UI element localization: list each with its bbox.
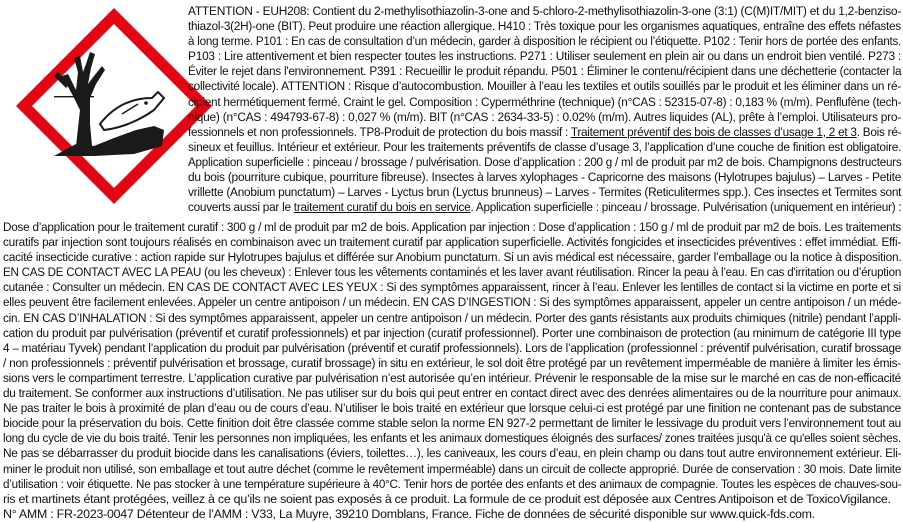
label-line: biocide pour la préservation du bois. Cette finition doit être classée comme stable selon la norme EN 927-2 permettant de limiter le lessivage du produit vers l’environnement tout au: [3, 416, 902, 431]
label-line-amm: N° AMM : FR-2023-0047 Détenteur de l’AMM : V33, La Muyre, 39210 Domblans, France. Fiche de données de sécurité disponible sur www.quick-fds.com.: [3, 506, 815, 521]
label-line: Éviter le rejet dans l'environnement. P391 : Recueillir le produit répandu. P501 : Éliminer le contenu/récipient dans une déchetterie (contacter la: [188, 64, 902, 79]
label-line: sineux et feuillus. Intérieur et extérieur. Pour les traitements préventifs de classe d’usage 3, l’application d’une couche de finition est obligatoire.: [188, 139, 902, 154]
label-line: [188, 125, 901, 140]
label-line: d’utilisation : voir étiquette. Ne pas stocker à une température supérieure à 40°C. Tenir hors de portée des enfants et des animaux de compagnie. Toutes les espèces de chauves-sou-: [3, 476, 902, 491]
label-text-top: [188, 4, 901, 215]
label-line: cipient hermétiquement fermé. Craint le gel. Composition : Cyperméthrine (technique) (n°CAS : 52315-07-8) : 0,183 % (m/m). Penflufène (tech-: [188, 94, 902, 109]
label-line: cation du produit par pulvérisation (préventif et curatif professionnels) et par injection (curatif professionnel). Porter une combinaison de protection (au minimum de catégorie III type: [3, 325, 901, 340]
label-line: Ne pas se débarrasser du produit biocide dans les canalisations (éviers, toilettes…), les caniveaux, les cours d’eau, en plein champ ou dans tout autre environnement extérieur. Eli-: [3, 446, 902, 461]
label-line: du bois (pourriture cubique, pourriture fibreuse). Insectes à larves xylophages - Capricorne des maisons (Hylotrupes bajulus) – Larves - Petite: [188, 170, 902, 185]
label-line: / non professionnels : préventif pulvérisation et brossage, curatif brossage) in situ en extérieur, le sol doit être protégé par un revêtement imperméable de manière à limiter les émis-: [3, 355, 901, 370]
label-line: long du cycle de vie du bois traité. Tenir les personnes non impliquées, les enfants et les animaux domestiques éloignés des surfaces/ zones traitées jusqu'à ce qu'elles soient sèches.: [3, 431, 901, 446]
label-line: EN CAS DE CONTACT AVEC LA PEAU (ou les cheveux) : Enlever tous les vêtements contaminés et les laver avant réutilisation. Rincer la peau à l’eau. En cas d'irritation ou d’éruption: [3, 265, 902, 280]
label-line: ATTENTION - EUH208: Contient du 2-methylisothiazolin-3-one and 5-chloro-2-methylisothiazolin-3-one (3:1) (C(M)IT/MIT) et du 1,2-benziso-: [188, 4, 902, 18]
label-line: vrillette (Anobium punctatum) – Larves - Lyctus brun (Lyctus brunneus) – Larves - Termites (Reticulitermes spp.). Ces insectes et Termites sont: [188, 185, 902, 200]
label-line: miner le produit non utilisé, son emballage et tout autre déchet (comme le revêtement imperméable) dans un circuit de collecte approprié. Durée de conservation : 30 mois. Date limite: [3, 461, 902, 476]
label-line: curatifs par injection sont toujours réalisés en combinaison avec un traitement curatif par application superficielle. Activités fongicides et insecticides préventives : effet immédiat. Effi-: [3, 235, 902, 250]
label-text: fessionnels et non professionnels. TP8-Produit de protection du bois massif :: [188, 124, 571, 139]
label-line: du traitement. Se conformer aux instructions d’utilisation. Ne pas utiliser sur du bois qui peut entrer en contact direct avec des denrées alimentaires ou de la nourriture pour animaux.: [3, 386, 902, 401]
label-line: [188, 200, 901, 215]
label-line: sions vers le compartiment terrestre. L’application curative par pulvérisation n’est autorisée qu’en intérieur. Prévenir le responsable de la mise sur le marché en cas de non-efficacité: [3, 370, 902, 385]
label-line: ris et martinets étant protégées, veillez à ce qu’ils ne soient pas exposés à ce produit. La formule de ce produit est déposée aux Centres Antipoison et de ToxicoVigilance.: [3, 491, 891, 506]
preventive-treatment-underlined: Traitement préventif des bois de classes d’usage 1, 2 et 3: [570, 124, 857, 139]
label-line: Application superficielle : pinceau / brossage / pulvérisation. Dose d’application : 200 g / ml de produit par m2 de bois. Champignons destructeurs: [188, 154, 902, 169]
label-text: couverts aussi par le: [188, 200, 294, 215]
environment-hazard-icon: [14, 6, 214, 206]
label-line: cin. EN CAS D’INHALATION : Si des symptômes apparaissent, appeler un centre antipoison / un médecin. Porter des gants résistants aux produits chimiques (nitrile) pendant l’appli-: [3, 310, 902, 325]
label-line: nique) (n°CAS : 494793-67-8) : 0,027 % (m/m). BIT (n°CAS : 2634-33-5) : 0.02% (m/m). Autres liquides (AL), prête à l’emploi. Utilisateurs pro-: [188, 109, 902, 124]
label-line: cacité insecticide curative : action rapide sur Hylotrupes bajulus et différée sur Anobium punctatum. Si un avis médical est nécessaire, garder l’emballage ou la notice à disposition.: [3, 250, 902, 265]
label-line: elles peuvent être facilement enlevées. Appeler un centre antipoison / un médecin. EN CAS D’INGESTION : Si des symptômes apparaissent, appeler un centre antipoison / un méde-: [3, 295, 902, 310]
label-line: P103 : Lire attentivement et bien respecter toutes les instructions. P271 : Utiliser seulement en plein air ou dans un endroit bien ventilé. P273 :: [188, 49, 901, 64]
label-line: à long terme. P101 : En cas de consultation d’un médecin, garder à disposition le récipient ou l’étiquette. P102 : Tenir hors de portée des enfants.: [188, 34, 902, 49]
label-text: . Application superficielle : pinceau / brossage. Pulvérisation (uniquement en intérieur) :: [470, 200, 902, 215]
label-line: Ne pas traiter le bois à proximité de plan d’eau ou de cours d’eau. N’utiliser le bois traité en extérieur que lorsque celui-ci est protégé par une finition ne contenant pas de substance: [3, 401, 901, 416]
label-text-body: [3, 220, 901, 522]
label-text: . Bois ré-: [856, 124, 902, 139]
curative-treatment-underlined: traitement curatif du bois en service: [293, 200, 471, 215]
label-line: collectivité locale). ATTENTION : Risque d’autocombustion. Mouiller à l’eau les textiles et outils souillés par le produit et les éliminer dans un ré-: [188, 79, 901, 94]
label-line: 4 – matériau Tyvek) pendant l’application du produit par pulvérisation (préventif et curatif professionnels). Lors de l’application (professionnel : préventif pulvérisation, curatif brossage: [3, 340, 902, 355]
label-line: cutanée : Consulter un médecin. EN CAS DE CONTACT AVEC LES YEUX : Si des symptômes apparaissent, rincer à l’eau. Enlever les lentilles de contact si la victime en porte et si: [3, 280, 902, 295]
label-line: thiazol-3(2H)-one (BIT). Peut produire une réaction allergique. H410 : Très toxique pour les organismes aquatiques, entraîne des effets néfastes: [188, 19, 901, 34]
label-line: Dose d’application pour le traitement curatif : 300 g / ml de produit par m2 de bois. Application par injection : Dose d’application : 150 g / ml de produit par m2 de bois. Les traitements: [3, 220, 902, 234]
